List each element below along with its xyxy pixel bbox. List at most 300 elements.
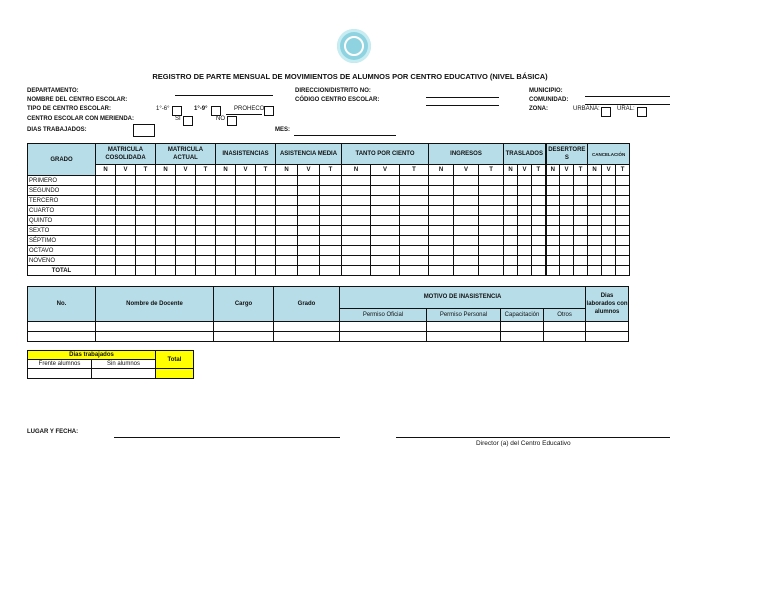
cell[interactable] [588,266,602,276]
cell[interactable] [429,266,454,276]
cell[interactable] [176,256,196,266]
cell[interactable] [276,206,298,216]
checkbox-no[interactable] [227,116,237,126]
cell[interactable] [256,216,276,226]
cell[interactable] [276,176,298,186]
cell[interactable] [116,196,136,206]
cell[interactable] [602,176,616,186]
cell[interactable] [560,236,574,246]
cell[interactable] [479,226,504,236]
checkbox-proheco[interactable] [264,106,274,116]
cell[interactable] [176,216,196,226]
cell[interactable] [586,332,629,342]
cell[interactable] [92,369,156,379]
cell[interactable] [518,206,532,216]
cell[interactable] [298,176,320,186]
cell[interactable] [429,176,454,186]
cell[interactable] [216,196,236,206]
cell[interactable] [96,322,214,332]
field-lugar-fecha[interactable] [114,437,340,438]
cell[interactable] [532,186,546,196]
cell[interactable] [320,226,342,236]
cell[interactable] [532,236,546,246]
cell[interactable] [116,216,136,226]
cell[interactable] [96,266,116,276]
field-codigo[interactable] [426,105,499,106]
cell[interactable] [616,226,630,236]
cell[interactable] [504,186,518,196]
cell[interactable] [28,322,96,332]
checkbox-rural[interactable] [637,107,647,117]
cell[interactable] [196,176,216,186]
cell[interactable] [574,186,588,196]
cell[interactable] [342,256,371,266]
cell[interactable] [96,216,116,226]
cell[interactable] [560,246,574,256]
cell[interactable] [136,206,156,216]
checkbox-si[interactable] [183,116,193,126]
cell[interactable] [28,369,92,379]
cell[interactable] [236,226,256,236]
cell[interactable] [588,236,602,246]
cell[interactable] [298,196,320,206]
cell[interactable] [532,176,546,186]
cell[interactable] [216,246,236,256]
cell[interactable] [116,176,136,186]
field-distrito[interactable] [426,97,499,98]
cell[interactable] [156,206,176,216]
cell[interactable] [454,186,479,196]
cell[interactable] [400,266,429,276]
cell[interactable] [214,322,274,332]
cell[interactable] [400,176,429,186]
cell[interactable] [504,256,518,266]
cell[interactable] [276,196,298,206]
cell[interactable] [176,186,196,196]
cell[interactable] [518,216,532,226]
cell[interactable] [560,186,574,196]
cell[interactable] [136,266,156,276]
cell[interactable] [504,196,518,206]
cell[interactable] [320,216,342,226]
cell[interactable] [429,256,454,266]
cell[interactable] [602,226,616,236]
cell[interactable] [546,196,560,206]
cell[interactable] [256,236,276,246]
cell[interactable] [479,216,504,226]
cell[interactable] [298,246,320,256]
cell[interactable] [429,216,454,226]
cell[interactable] [371,196,400,206]
cell[interactable] [116,226,136,236]
signature-line[interactable] [396,437,670,438]
cell[interactable] [400,206,429,216]
cell[interactable] [256,176,276,186]
cell[interactable] [560,216,574,226]
cell[interactable] [479,206,504,216]
cell[interactable] [427,322,501,332]
cell[interactable] [320,246,342,256]
cell[interactable] [371,256,400,266]
cell[interactable] [96,196,116,206]
field-dias-trabajados[interactable] [133,124,155,137]
cell[interactable] [176,176,196,186]
cell[interactable] [504,176,518,186]
cell[interactable] [544,322,586,332]
cell[interactable] [616,256,630,266]
cell[interactable] [518,226,532,236]
cell[interactable] [136,256,156,266]
cell[interactable] [276,186,298,196]
cell[interactable] [588,196,602,206]
cell[interactable] [574,266,588,276]
cell[interactable] [156,256,176,266]
cell[interactable] [479,186,504,196]
cell[interactable] [298,206,320,216]
cell[interactable] [586,322,629,332]
cell[interactable] [532,266,546,276]
cell[interactable] [342,236,371,246]
cell[interactable] [371,216,400,226]
cell[interactable] [602,246,616,256]
cell[interactable] [371,176,400,186]
cell[interactable] [501,332,544,342]
cell[interactable] [156,176,176,186]
cell[interactable] [176,246,196,256]
field-comunidad[interactable] [585,104,670,105]
cell[interactable] [546,256,560,266]
cell[interactable] [156,196,176,206]
cell[interactable] [544,332,586,342]
cell[interactable] [504,266,518,276]
cell[interactable] [560,196,574,206]
cell[interactable] [136,176,156,186]
cell[interactable] [342,206,371,216]
cell[interactable] [588,256,602,266]
cell[interactable] [236,246,256,256]
cell[interactable] [546,206,560,216]
cell[interactable] [116,266,136,276]
cell[interactable] [342,246,371,256]
cell[interactable] [602,256,616,266]
cell[interactable] [588,176,602,186]
cell[interactable] [116,236,136,246]
cell[interactable] [236,266,256,276]
cell[interactable] [532,196,546,206]
cell[interactable] [602,266,616,276]
cell[interactable] [156,216,176,226]
cell[interactable] [454,176,479,186]
cell[interactable] [602,236,616,246]
cell[interactable] [136,226,156,236]
cell[interactable] [298,226,320,236]
cell[interactable] [588,226,602,236]
cell[interactable] [116,206,136,216]
cell[interactable] [96,332,214,342]
cell[interactable] [479,176,504,186]
cell[interactable] [196,196,216,206]
cell[interactable] [256,246,276,256]
cell[interactable] [400,216,429,226]
cell[interactable] [298,186,320,196]
checkbox-1-9[interactable] [211,106,221,116]
cell[interactable] [560,266,574,276]
cell[interactable] [574,226,588,236]
cell[interactable] [574,176,588,186]
cell[interactable] [256,186,276,196]
cell[interactable] [574,246,588,256]
cell[interactable] [96,256,116,266]
cell[interactable] [546,186,560,196]
cell[interactable] [298,266,320,276]
cell[interactable] [532,256,546,266]
cell[interactable] [504,236,518,246]
cell[interactable] [479,256,504,266]
cell[interactable] [518,176,532,186]
cell[interactable] [342,196,371,206]
cell[interactable] [276,256,298,266]
cell[interactable] [371,266,400,276]
field-departamento[interactable] [175,95,273,96]
cell[interactable] [320,266,342,276]
cell[interactable] [342,216,371,226]
cell[interactable] [429,206,454,216]
cell[interactable] [176,196,196,206]
cell[interactable] [216,266,236,276]
cell-total[interactable] [156,369,194,379]
field-municipio[interactable] [585,96,670,97]
cell[interactable] [96,186,116,196]
cell[interactable] [454,206,479,216]
cell[interactable] [96,206,116,216]
cell[interactable] [276,226,298,236]
cell[interactable] [236,216,256,226]
cell[interactable] [196,266,216,276]
cell[interactable] [400,196,429,206]
cell[interactable] [429,246,454,256]
cell[interactable] [532,246,546,256]
cell[interactable] [574,256,588,266]
cell[interactable] [616,236,630,246]
cell[interactable] [560,206,574,216]
cell[interactable] [504,226,518,236]
cell[interactable] [518,186,532,196]
cell[interactable] [214,332,274,342]
cell[interactable] [546,266,560,276]
cell[interactable] [518,196,532,206]
cell[interactable] [546,176,560,186]
cell[interactable] [454,236,479,246]
cell[interactable] [616,196,630,206]
cell[interactable] [454,226,479,236]
cell[interactable] [236,176,256,186]
cell[interactable] [560,256,574,266]
cell[interactable] [136,236,156,246]
cell[interactable] [560,176,574,186]
cell[interactable] [602,216,616,226]
cell[interactable] [274,322,340,332]
cell[interactable] [216,256,236,266]
cell[interactable] [429,196,454,206]
cell[interactable] [216,236,236,246]
cell[interactable] [574,206,588,216]
cell[interactable] [256,226,276,236]
cell[interactable] [256,196,276,206]
cell[interactable] [574,236,588,246]
cell[interactable] [504,246,518,256]
cell[interactable] [136,196,156,206]
cell[interactable] [156,226,176,236]
cell[interactable] [518,246,532,256]
cell[interactable] [546,246,560,256]
cell[interactable] [176,236,196,246]
cell[interactable] [400,246,429,256]
cell[interactable] [216,176,236,186]
cell[interactable] [429,226,454,236]
cell[interactable] [96,176,116,186]
cell[interactable] [371,206,400,216]
cell[interactable] [518,236,532,246]
cell[interactable] [96,226,116,236]
cell[interactable] [588,186,602,196]
cell[interactable] [320,206,342,216]
cell[interactable] [216,206,236,216]
cell[interactable] [216,186,236,196]
cell[interactable] [276,236,298,246]
cell[interactable] [504,216,518,226]
cell[interactable] [602,196,616,206]
cell[interactable] [454,196,479,206]
cell[interactable] [574,196,588,206]
cell[interactable] [400,236,429,246]
cell[interactable] [616,266,630,276]
cell[interactable] [479,246,504,256]
cell[interactable] [429,186,454,196]
cell[interactable] [479,236,504,246]
cell[interactable] [176,226,196,236]
cell[interactable] [454,266,479,276]
cell[interactable] [116,246,136,256]
cell[interactable] [588,246,602,256]
cell[interactable] [340,322,427,332]
cell[interactable] [236,196,256,206]
cell[interactable] [518,266,532,276]
cell[interactable] [400,186,429,196]
cell[interactable] [256,206,276,216]
cell[interactable] [196,236,216,246]
cell[interactable] [342,226,371,236]
checkbox-1-6[interactable] [172,106,182,116]
cell[interactable] [276,266,298,276]
cell[interactable] [532,226,546,236]
cell[interactable] [342,186,371,196]
cell[interactable] [236,206,256,216]
cell[interactable] [236,236,256,246]
cell[interactable] [136,216,156,226]
cell[interactable] [276,246,298,256]
cell[interactable] [616,206,630,216]
cell[interactable] [616,216,630,226]
cell[interactable] [532,216,546,226]
cell[interactable] [176,206,196,216]
cell[interactable] [196,186,216,196]
cell[interactable] [371,186,400,196]
cell[interactable] [256,266,276,276]
cell[interactable] [574,216,588,226]
cell[interactable] [504,206,518,216]
cell[interactable] [274,332,340,342]
cell[interactable] [546,236,560,246]
cell[interactable] [501,322,544,332]
cell[interactable] [96,236,116,246]
cell[interactable] [427,332,501,342]
cell[interactable] [371,226,400,236]
cell[interactable] [320,196,342,206]
cell[interactable] [532,206,546,216]
cell[interactable] [342,176,371,186]
cell[interactable] [196,216,216,226]
cell[interactable] [216,226,236,236]
cell[interactable] [371,246,400,256]
cell[interactable] [156,186,176,196]
cell[interactable] [196,226,216,236]
cell[interactable] [340,332,427,342]
cell[interactable] [616,186,630,196]
cell[interactable] [454,256,479,266]
cell[interactable] [276,216,298,226]
cell[interactable] [96,246,116,256]
cell[interactable] [588,216,602,226]
cell[interactable] [320,186,342,196]
cell[interactable] [236,186,256,196]
cell[interactable] [156,236,176,246]
cell[interactable] [546,226,560,236]
cell[interactable] [588,206,602,216]
cell[interactable] [602,206,616,216]
cell[interactable] [196,206,216,216]
cell[interactable] [216,216,236,226]
cell[interactable] [298,256,320,266]
cell[interactable] [320,176,342,186]
cell[interactable] [236,256,256,266]
cell[interactable] [371,236,400,246]
cell[interactable] [479,266,504,276]
cell[interactable] [429,236,454,246]
cell[interactable] [156,246,176,256]
cell[interactable] [298,236,320,246]
cell[interactable] [602,186,616,196]
cell[interactable] [320,236,342,246]
cell[interactable] [196,256,216,266]
cell[interactable] [28,332,96,342]
cell[interactable] [116,256,136,266]
cell[interactable] [176,266,196,276]
cell[interactable] [400,226,429,236]
cell[interactable] [320,256,342,266]
cell[interactable] [616,176,630,186]
cell[interactable] [616,246,630,256]
cell[interactable] [546,216,560,226]
cell[interactable] [196,246,216,256]
cell[interactable] [116,186,136,196]
cell[interactable] [136,246,156,256]
checkbox-urbana[interactable] [601,107,611,117]
cell[interactable] [342,266,371,276]
cell[interactable] [518,256,532,266]
cell[interactable] [156,266,176,276]
cell[interactable] [136,186,156,196]
cell[interactable] [479,196,504,206]
